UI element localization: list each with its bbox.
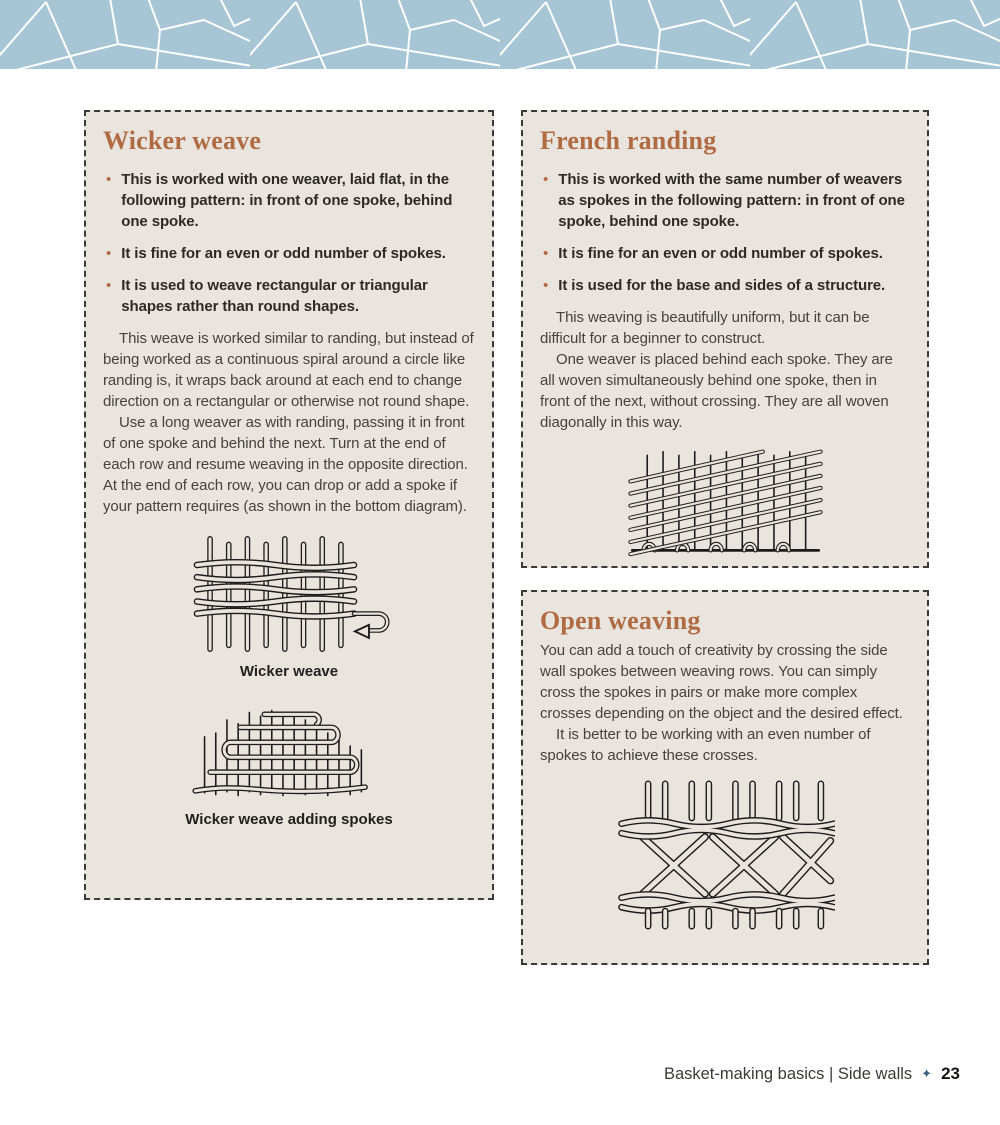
page-number: 23 <box>941 1064 960 1083</box>
breadcrumb: Basket-making basics | Side walls <box>663 1065 913 1083</box>
page-footer <box>664 1064 960 1084</box>
list-item <box>103 243 475 264</box>
bullet-dot-icon: • <box>543 245 549 262</box>
list-item <box>103 169 475 232</box>
open-weaving-diagram <box>615 780 835 930</box>
bullet-text: It is fine for an even or odd number of spokes. <box>558 245 883 262</box>
list-item <box>103 275 475 317</box>
header-pattern-band <box>0 0 1000 69</box>
french-randing-diagram <box>623 443 828 559</box>
bullet-dot-icon: • <box>106 245 112 262</box>
bullet-text: This is worked with one weaver, laid flat, in the following pattern: in front of one spoke, behind one spoke. <box>121 171 453 230</box>
paragraph: One weaver is placed behind each spoke. They are all woven simultaneously behind one spoke, then in front of the next, without crossing. They are all woven diagonally in this way. <box>540 351 893 431</box>
bullet-text: It is used to weave rectangular or triangular shapes rather than round shapes. <box>121 277 428 315</box>
french-randing-panel <box>521 110 929 568</box>
figure <box>103 705 475 829</box>
list-item <box>540 243 910 264</box>
panel-title: Open weaving <box>540 606 701 635</box>
list-item <box>540 169 910 232</box>
panel-title: French randing <box>540 126 717 155</box>
paragraph: This weaving is beautifully uniform, but it can be difficult for a beginner to construct. <box>540 309 870 347</box>
panel-title: Wicker weave <box>103 126 262 155</box>
figure <box>103 533 475 681</box>
star-icon: ✦ <box>921 1066 933 1081</box>
wicker-weave-diagram <box>182 533 397 655</box>
bullet-dot-icon: • <box>106 277 112 294</box>
paragraph: You can add a touch of creativity by crossing the side wall spokes between weaving rows. You can simply cross the spokes in pairs or make more complex crosses depending on the object and the desired effect. <box>540 642 903 722</box>
figure-caption: Wicker weave <box>239 663 339 680</box>
open-weaving-panel <box>521 590 929 965</box>
figure-caption: Wicker weave adding spokes <box>185 811 393 828</box>
bullet-list <box>103 169 475 317</box>
bullet-text: It is fine for an even or odd number of spokes. <box>121 245 446 262</box>
figure <box>540 443 910 564</box>
bullet-dot-icon: • <box>543 171 549 188</box>
paragraph: It is better to be working with an even number of spokes to achieve these crosses. <box>540 726 871 764</box>
turn-arrow-icon <box>354 625 368 638</box>
wicker-weave-adding-spokes-diagram <box>182 705 397 803</box>
figure <box>540 780 910 935</box>
bullet-list <box>540 169 910 296</box>
wicker-weave-panel <box>84 110 494 900</box>
paragraph: Use a long weaver as with randing, passing it in front of one spoke and behind the next. Turn at the end of each row and resume weaving in the opposite direction. At the end of each row, you can drop or add a spoke if your pattern requires (as shown in the bottom diagram). <box>103 414 468 515</box>
paragraph: This weave is worked similar to randing, but instead of being worked as a continuous spiral around a circle like randing is, it wraps back around at each end to change direction on a rectangular or otherwise not round shape. <box>103 330 474 410</box>
bullet-text: This is worked with the same number of weavers as spokes in the following pattern: in front of one spoke, behind one spoke. <box>558 171 905 230</box>
list-item <box>540 275 910 296</box>
bullet-text: It is used for the base and sides of a structure. <box>558 277 886 294</box>
bullet-dot-icon: • <box>106 171 112 188</box>
bullet-dot-icon: • <box>543 277 549 294</box>
